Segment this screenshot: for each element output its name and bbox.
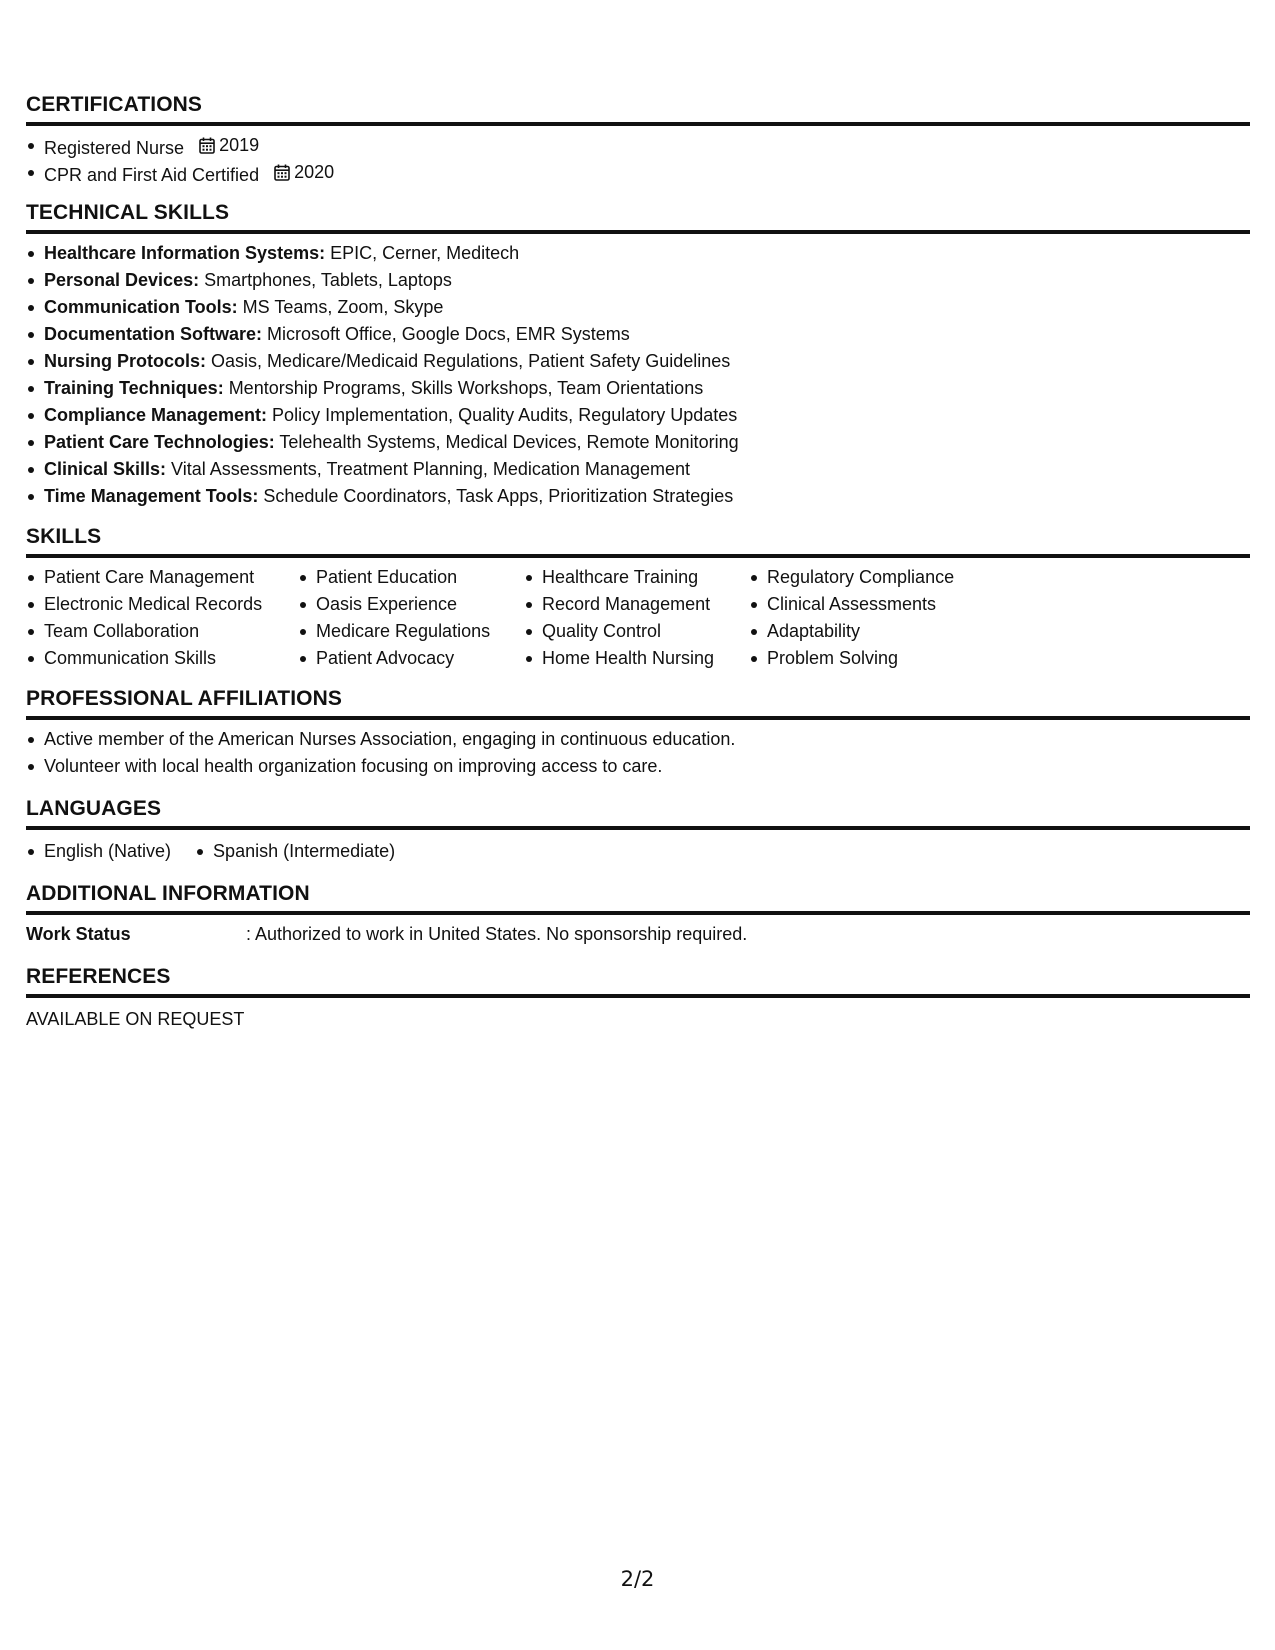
language-item: Spanish (Intermediate): [195, 838, 395, 865]
skill-item: Adaptability: [749, 618, 999, 645]
technical-skill-label: Time Management Tools:: [44, 486, 259, 506]
additional-info-section: [26, 881, 1250, 948]
technical-skill-value: Schedule Coordinators, Task Apps, Prioritization Strategies: [258, 486, 734, 506]
skill-item: Healthcare Training: [524, 564, 749, 591]
affiliations-list: [26, 726, 1250, 780]
references-section: [26, 964, 1250, 1033]
technical-skill-item: [26, 267, 1250, 294]
certification-date: [274, 159, 334, 186]
page-number: 2/2: [620, 1567, 655, 1591]
certifications-list: [26, 132, 1250, 186]
technical-skill-label: Training Techniques:: [44, 378, 224, 398]
technical-skill-label: Documentation Software:: [44, 324, 263, 344]
skill-item: Communication Skills: [26, 645, 298, 672]
technical-skill-label: Healthcare Information Systems:: [44, 243, 326, 263]
technical-skills-list: [26, 240, 1250, 510]
skill-item: Quality Control: [524, 618, 749, 645]
technical-skill-item: [26, 456, 1250, 483]
technical-skill-value: Vital Assessments, Treatment Planning, Medication Management: [166, 459, 690, 479]
certification-year: 2019: [219, 135, 260, 155]
skill-item: Home Health Nursing: [524, 645, 749, 672]
technical-skill-label: Clinical Skills:: [44, 459, 167, 479]
affiliation-item: Volunteer with local health organization focusing on improving access to care.: [26, 753, 1250, 780]
technical-skill-value: MS Teams, Zoom, Skype: [237, 297, 444, 317]
references-text: AVAILABLE ON REQUEST: [26, 1009, 245, 1029]
technical-skill-label: Personal Devices:: [44, 270, 200, 290]
info-row-work-status: [26, 921, 1250, 948]
technical-skill-item: [26, 429, 1250, 456]
technical-skill-label: Communication Tools:: [44, 297, 238, 317]
section-title-certifications: CERTIFICATIONS: [26, 92, 1250, 126]
technical-skill-value: Mentorship Programs, Skills Workshops, Team Orientations: [223, 378, 704, 398]
section-title-references: REFERENCES: [26, 964, 1250, 998]
technical-skill-value: Oasis, Medicare/Medicaid Regulations, Patient Safety Guidelines: [206, 351, 731, 371]
technical-skill-label: Nursing Protocols:: [44, 351, 207, 371]
technical-skill-item: [26, 402, 1250, 429]
technical-skill-value: Policy Implementation, Quality Audits, Regulatory Updates: [267, 405, 738, 425]
technical-skills-section: [26, 200, 1250, 510]
technical-skill-item: [26, 294, 1250, 321]
skill-item: Oasis Experience: [298, 591, 524, 618]
certification-item: [26, 132, 1250, 159]
technical-skill-item: [26, 240, 1250, 267]
skill-item: Regulatory Compliance: [749, 564, 999, 591]
languages-section: [26, 796, 1250, 865]
skills-grid: [26, 564, 1250, 672]
technical-skill-value: EPIC, Cerner, Meditech: [325, 243, 520, 263]
technical-skill-label: Compliance Management:: [44, 405, 268, 425]
technical-skill-item: [26, 348, 1250, 375]
skill-item: Medicare Regulations: [298, 618, 524, 645]
section-title-skills: SKILLS: [26, 524, 1250, 558]
skill-item: Patient Advocacy: [298, 645, 524, 672]
skills-column: [298, 564, 524, 672]
languages-list: [26, 838, 1250, 865]
section-title-languages: LANGUAGES: [26, 796, 1250, 830]
info-label: Work Status: [26, 924, 131, 944]
technical-skill-item: [26, 375, 1250, 402]
technical-skill-item: [26, 483, 1250, 510]
certification-name: Registered Nurse: [44, 138, 185, 158]
technical-skill-item: [26, 321, 1250, 348]
certification-item: [26, 159, 1250, 186]
certification-date: [199, 132, 259, 159]
calendar-icon: [199, 137, 215, 154]
certification-year: 2020: [294, 162, 335, 182]
skill-item: Problem Solving: [749, 645, 999, 672]
technical-skill-label: Patient Care Technologies:: [44, 432, 275, 452]
technical-skill-value: Microsoft Office, Google Docs, EMR Systems: [262, 324, 630, 344]
technical-skill-value: Telehealth Systems, Medical Devices, Remote Monitoring: [274, 432, 739, 452]
section-title-affiliations: PROFESSIONAL AFFILIATIONS: [26, 686, 1250, 720]
skills-column: [749, 564, 999, 672]
skill-item: Electronic Medical Records: [26, 591, 298, 618]
skill-item: Patient Education: [298, 564, 524, 591]
skill-item: Team Collaboration: [26, 618, 298, 645]
affiliations-section: [26, 686, 1250, 780]
resume-page: [26, 92, 1250, 1033]
language-item: English (Native): [26, 838, 171, 865]
calendar-icon: [274, 164, 290, 181]
certification-name: CPR and First Aid Certified: [44, 165, 260, 185]
affiliation-item: Active member of the American Nurses Association, engaging in continuous education.: [26, 726, 1250, 753]
certifications-section: [26, 92, 1250, 186]
skills-column: [26, 564, 298, 672]
section-title-additional-info: ADDITIONAL INFORMATION: [26, 881, 1250, 915]
section-title-technical-skills: TECHNICAL SKILLS: [26, 200, 1250, 234]
skills-section: [26, 524, 1250, 672]
skills-column: [524, 564, 749, 672]
skill-item: Patient Care Management: [26, 564, 298, 591]
info-value: : Authorized to work in United States. No sponsorship required.: [246, 924, 748, 944]
technical-skill-value: Smartphones, Tablets, Laptops: [199, 270, 452, 290]
skill-item: Clinical Assessments: [749, 591, 999, 618]
skill-item: Record Management: [524, 591, 749, 618]
